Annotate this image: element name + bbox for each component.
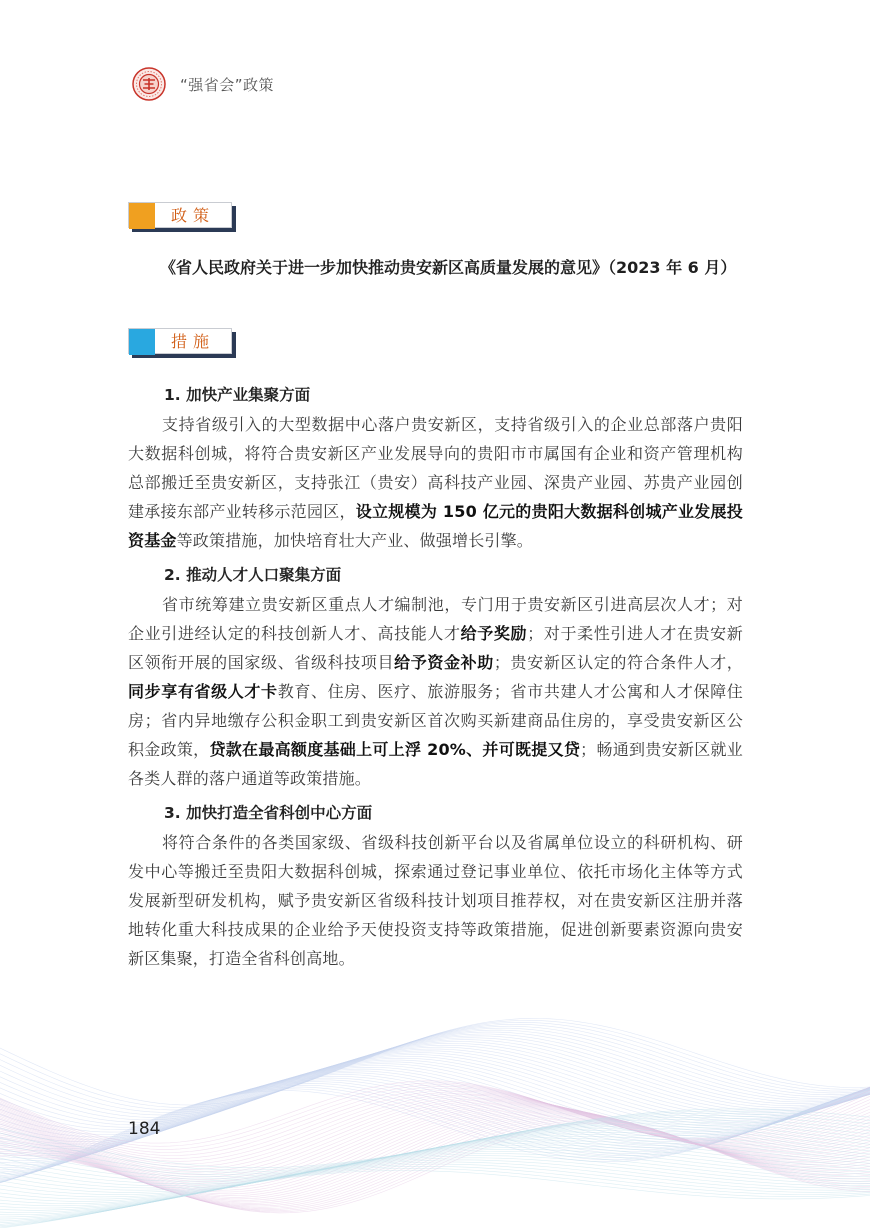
header-title: “强省会”政策 <box>180 75 275 94</box>
section-paragraph <box>128 410 743 555</box>
measures-tag-accent <box>129 329 155 355</box>
section-paragraph <box>128 590 743 793</box>
wave-line <box>0 1134 870 1194</box>
policy-tag <box>128 202 236 232</box>
body-text: ；畅通到贵安新区就业各类人群的落户通道等政策措施。 <box>128 740 743 788</box>
emphasized-text: 给予资金补助 <box>394 653 494 672</box>
emphasized-text: 同步享有省级人才卡 <box>128 682 278 701</box>
wave-line <box>0 1028 870 1117</box>
document-title: 《省人民政府关于进一步加快推动贵安新区高质量发展的意见》（2023 年 6 月） <box>160 258 737 277</box>
section-heading: 1. 加快产业集聚方面 <box>164 386 311 404</box>
body-text: 省市统筹建立贵安新区重点人才编制池，专门用于贵安新区引进高层次人才；对企业引进经认定的科技创新人才、高技能人才 <box>128 595 743 643</box>
emphasized-text: 给予奖励 <box>460 624 528 643</box>
measures-content <box>128 381 743 979</box>
policy-tag-label: 政策 <box>170 206 215 225</box>
wave-line <box>0 1158 870 1219</box>
section-paragraph <box>128 828 743 973</box>
wave-line <box>0 1020 870 1107</box>
section-heading: 3. 加快打造全省科创中心方面 <box>164 804 373 822</box>
body-text: ；贵安新区认定的符合条件人才， <box>493 653 743 672</box>
page-header <box>132 64 274 104</box>
body-text: 将符合条件的各类国家级、省级科技创新平台以及省属单位设立的科研机构、研发中心等搬迁至贵阳大数据科创城，探索通过登记事业单位、依托市场化主体等方式发展新型研发机构，赋予贵安新区省级科技计划项目推荐权，对在贵安新区注册并落地转化重大科技成果的企业给予天使投资支持等政策措施，促进创新要素资源向贵安新区集聚，打造全省科创高地。 <box>128 833 743 968</box>
body-text: ；对于柔性引进人才在贵安新区领衔开展的国家级、省级科技项目 <box>128 624 743 672</box>
emphasized-text: 贷款在最高额度基础上可上浮 20%、并可既提又贷 <box>209 740 581 759</box>
measures-tag <box>128 328 236 358</box>
emblem-logo-icon <box>132 67 166 101</box>
body-text: 教育、住房、医疗、旅游服务；省市共建人才公寓和人才保障住房；省内异地缴存公积金职工到贵安新区首次购买新建商品住房的，享受贵安新区公积金政策， <box>128 682 743 759</box>
page-number: 184 <box>128 1119 161 1139</box>
emphasized-text: 设立规模为 150 亿元的贵阳大数据科创城产业发展投资基金 <box>128 502 743 550</box>
measures-tag-label: 措施 <box>170 332 215 351</box>
body-text: 支持省级引入的大型数据中心落户贵安新区，支持省级引入的企业总部落户贵阳大数据科创城，将符合贵安新区产业发展导向的贵阳市市属国有企业和资产管理机构总部搬迁至贵安新区，支持张江（贵安）高科技产业园、深贵产业园、苏贵产业园创建承接东部产业转移示范园区， <box>128 415 743 521</box>
section-heading: 2. 推动人才人口聚集方面 <box>164 566 342 584</box>
policy-tag-accent <box>129 203 155 229</box>
body-text: 等政策措施，加快培育壮大产业、做强增长引擎。 <box>176 531 534 550</box>
